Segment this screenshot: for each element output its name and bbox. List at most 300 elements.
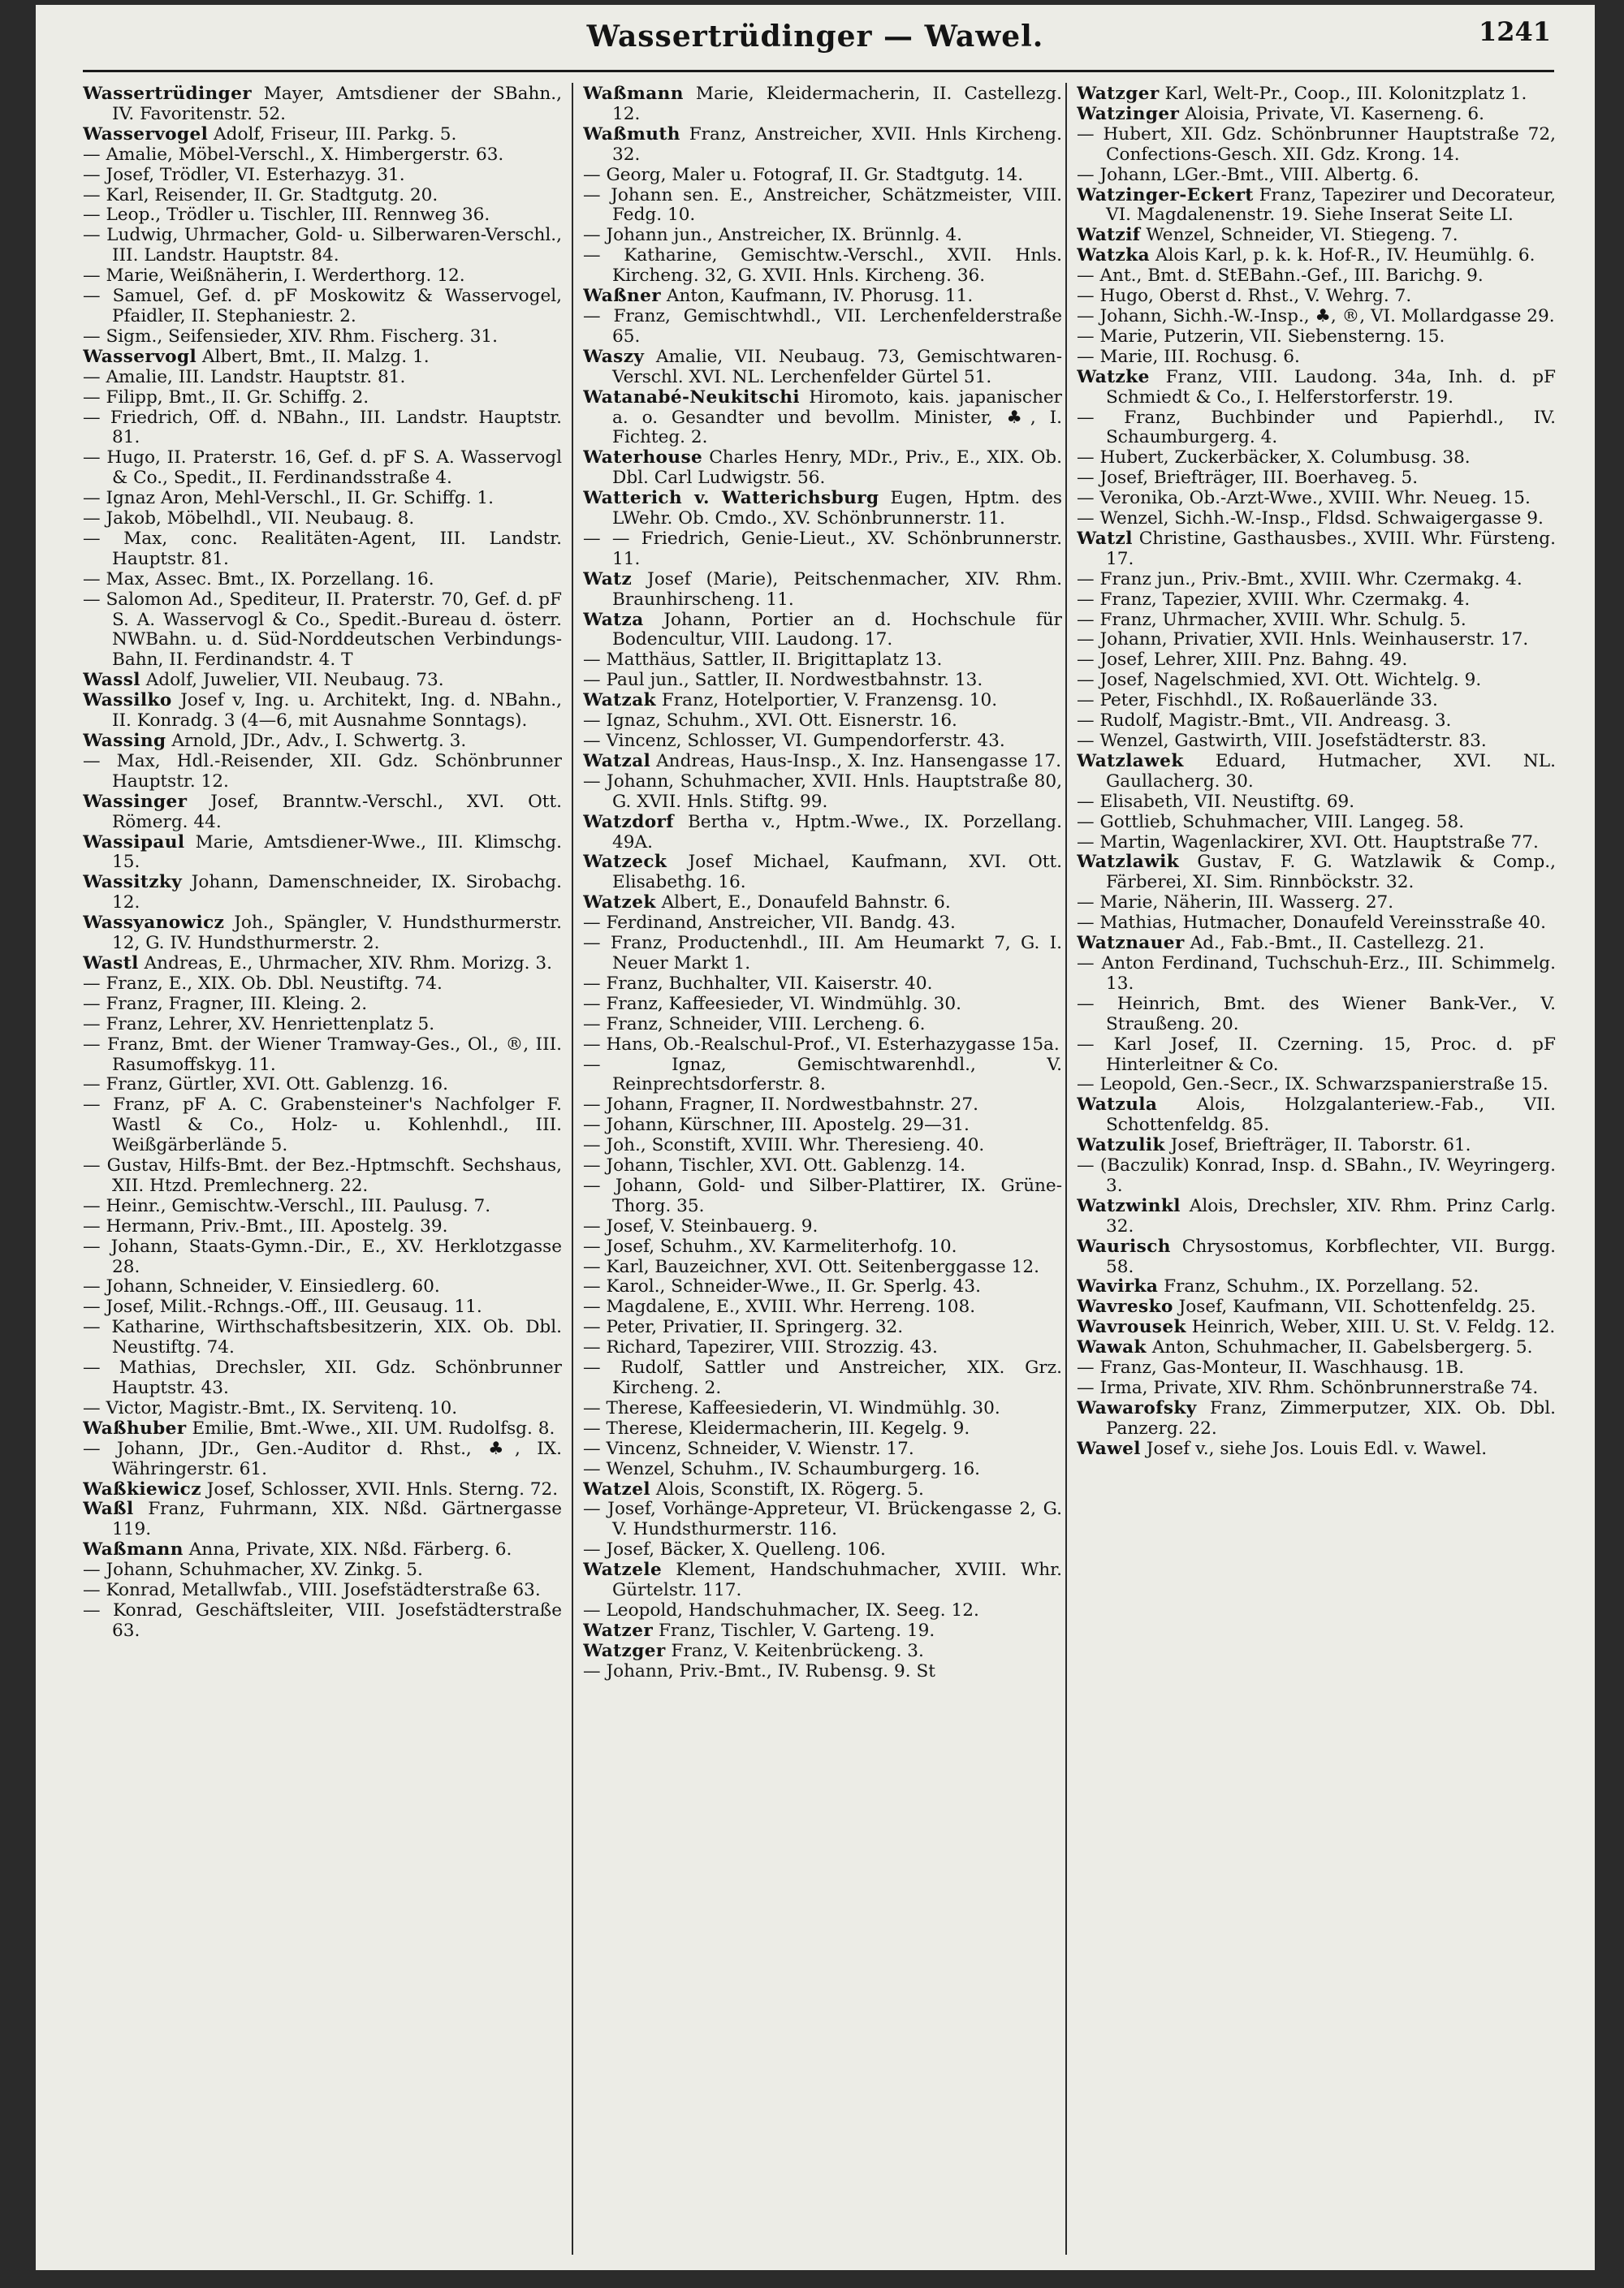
entry-text: — Wenzel, Gastwirth, VIII. Josefstädterstr. 83. (1077, 731, 1487, 751)
entry-surname: Watzinger (1077, 103, 1180, 124)
directory-entry (1077, 1035, 1556, 1076)
entry-text: — Hugo, II. Praterstr. 16, Gef. d. pF S. A. Wasservogl & Co., Spedit., II. Ferdinandsstraße 4. (83, 447, 562, 489)
directory-entry (583, 1561, 1062, 1601)
entry-surname: Watzdorf (583, 811, 674, 832)
entry-surname: Waßmann (83, 1539, 184, 1561)
entry-surname: Waszy (583, 346, 645, 367)
directory-entry (83, 995, 562, 1015)
entry-text: — Franz, Tapezier, XVIII. Whr. Czermakg. 4. (1077, 589, 1471, 610)
directory-entry (83, 1358, 562, 1399)
entry-surname: Wassitzky (83, 872, 183, 893)
directory-entry (1077, 489, 1556, 509)
directory-entry (1077, 732, 1556, 752)
directory-entry (583, 1035, 1062, 1056)
entry-text: — Johann, Sichh.-W.-Insp., ♣, ®, VI. Mollardgasse 29. (1077, 305, 1555, 326)
entry-text: — Matthäus, Sattler, II. Brigittaplatz 13. (583, 650, 943, 671)
entry-surname: Wassyanowicz (83, 913, 225, 934)
entry-surname: Watzer (583, 1620, 654, 1641)
entry-text: Marie, Kleidermacherin, II. Castellezg. 12. (612, 84, 1062, 124)
entry-text: — — Friedrich, Genie-Lieut., XV. Schönbrunnerstr. 11. (583, 528, 1062, 569)
column-divider (572, 83, 573, 2255)
entry-text: — Johann, Priv.-Bmt., IV. Rubensg. 9. St (583, 1660, 935, 1681)
entry-text: — Johann, Fragner, II. Nordwestbahnstr. 27. (583, 1094, 978, 1116)
entry-text: Josef, Schlosser, XVII. Hnls. Sterng. 72. (206, 1479, 559, 1500)
directory-entry (583, 1176, 1062, 1217)
directory-entry (1077, 1277, 1556, 1297)
entry-text: — Richard, Tapezirer, VIII. Strozzig. 43. (583, 1337, 938, 1358)
entry-text: — Ignaz Aron, Mehl-Verschl., II. Gr. Schiffg. 1. (83, 488, 495, 509)
directory-entry (583, 186, 1062, 227)
directory-entry (83, 1075, 562, 1095)
entry-text: — Joh., Sconstift, XVIII. Whr. Theresieng. 40. (583, 1135, 985, 1156)
directory-entry (583, 1601, 1062, 1621)
entry-text: — Martin, Wagenlackirer, XVI. Ott. Hauptstraße 77. (1077, 831, 1539, 853)
entry-surname: Wastl (83, 952, 139, 973)
directory-entry (83, 388, 562, 408)
entry-text: — Gustav, Hilfs-Bmt. der Bez.-Hptmschft. Sechshaus, XII. Htzd. Premlechnerg. 22. (83, 1155, 562, 1196)
directory-entry (83, 509, 562, 529)
entry-surname: Watzwinkl (1077, 1195, 1181, 1216)
directory-entry (1077, 307, 1556, 327)
directory-entry (583, 570, 1062, 611)
entry-text: — Victor, Magistr.-Bmt., IX. Servitenq. 10. (83, 1397, 458, 1418)
entry-text: Eduard, Hutmacher, XVI. NL. Gaullacherg. 30. (1106, 750, 1556, 792)
entry-text: Wenzel, Schneider, VI. Stiegeng. 7. (1146, 225, 1458, 246)
entry-text: — Marie, Weißnäherin, I. Werderthorg. 12. (83, 265, 465, 287)
entry-text: — Johann, Tischler, XVI. Ott. Gablenzg. 14. (583, 1155, 966, 1176)
entry-surname: Watzele (583, 1560, 663, 1581)
directory-entry (83, 1419, 562, 1440)
entry-text: — Johann, Gold- und Silber-Plattirer, IX. Grüne-Thorg. 35. (583, 1175, 1062, 1216)
directory-entry (83, 145, 562, 166)
directory-entry (583, 1237, 1062, 1258)
directory-entry (83, 974, 562, 995)
entry-text: — Johann, Schuhmacher, XVII. Hnls. Hauptstraße 80, G. XVII. Hnls. Stiftg. 99. (583, 771, 1062, 812)
directory-entry (1077, 105, 1556, 125)
directory-entry (1077, 1338, 1556, 1358)
directory-entry (83, 732, 562, 752)
column-middle (583, 84, 1062, 2252)
entry-text: — Josef, Bäcker, X. Quelleng. 106. (583, 1539, 886, 1561)
directory-entry (583, 226, 1062, 246)
entry-text: Bertha v., Hptm.-Wwe., IX. Porzellang. 49A. (612, 811, 1062, 853)
entry-surname: Watzal (583, 750, 651, 771)
directory-entry (83, 1095, 562, 1156)
directory-entry (583, 772, 1062, 813)
entry-text: Josef Michael, Kaufmann, XVI. Ott. Elisabethg. 16. (612, 852, 1062, 893)
entry-text: Josef v., siehe Jos. Louis Edl. v. Wawel. (1146, 1438, 1488, 1459)
entry-surname: Watzak (583, 690, 656, 711)
directory-entry (583, 1095, 1062, 1116)
directory-entry (583, 893, 1062, 913)
entry-text: — Vincenz, Schneider, V. Wienstr. 17. (583, 1438, 914, 1459)
entry-text: Alois, Holzgalanteriew.-Fab., VII. Schottenfeldg. 85. (1106, 1094, 1556, 1136)
entry-text: — Leopold, Gen.-Secr., IX. Schwarzspanierstraße 15. (1077, 1074, 1548, 1095)
entry-surname: Watzlawik (1077, 852, 1180, 873)
directory-entry (583, 1297, 1062, 1318)
entry-surname: Watzif (1077, 225, 1141, 246)
entry-surname: Wavrousek (1077, 1317, 1186, 1338)
entry-text: Albert, Bmt., II. Malzg. 1. (201, 346, 430, 367)
directory-entry (83, 1480, 562, 1500)
directory-entry (583, 711, 1062, 732)
entry-text: Franz, Hotelportier, V. Franzensg. 10. (661, 690, 998, 711)
entry-surname: Waßmann (583, 84, 684, 104)
directory-entry (83, 125, 562, 145)
directory-entry (1077, 671, 1556, 691)
directory-entry (583, 348, 1062, 388)
directory-entry (83, 671, 562, 691)
entry-text: Franz, Tapezirer und Decorateur, VI. Magdalenenstr. 19. Siehe Inserat Seite LI. (1106, 184, 1556, 226)
directory-entry (83, 913, 562, 954)
entry-text: Mayer, Amtsdiener der SBahn., IV. Favoritenstr. 52. (112, 84, 562, 124)
entry-text: — Hubert, XII. Gdz. Schönbrunner Hauptstraße 72, Confections-Gesch. XII. Gdz. Krong. 14. (1077, 123, 1556, 165)
directory-entry (1077, 125, 1556, 166)
directory-entry (1077, 166, 1556, 186)
directory-entry (1077, 509, 1556, 529)
directory-entry (583, 1540, 1062, 1561)
entry-text: Franz, Schuhm., IX. Porzellang. 52. (1164, 1276, 1479, 1297)
entry-text: — Franz, Uhrmacher, XVIII. Whr. Schulg. 5. (1077, 609, 1466, 630)
running-title: Wassertrüdinger — Wawel. (586, 19, 1044, 54)
directory-entry (83, 205, 562, 226)
entry-surname: Waßkiewicz (83, 1479, 201, 1500)
entry-text: — Hugo, Oberst d. Rhst., V. Wehrg. 7. (1077, 286, 1412, 307)
entry-text: — Franz, E., XIX. Ob. Dbl. Neustiftg. 74. (83, 973, 443, 994)
entry-text: — Amalie, III. Landstr. Hauptstr. 81. (83, 366, 406, 387)
entry-text: — Magdalene, E., XVIII. Whr. Herreng. 108. (583, 1297, 976, 1318)
entry-surname: Wassing (83, 731, 166, 751)
directory-entry (583, 246, 1062, 287)
entry-text: Adolf, Friseur, III. Parkg. 5. (214, 123, 457, 145)
entry-text: — Franz, Gas-Monteur, II. Waschhausg. 1B. (1077, 1358, 1465, 1379)
entry-text: — Johann, LGer.-Bmt., VIII. Albertg. 6. (1077, 164, 1419, 185)
header-rule (83, 70, 1554, 72)
entry-text: Gustav, F. G. Watzlawik & Comp., Färberei, XI. Sim. Rinnböckstr. 32. (1106, 852, 1556, 893)
entry-surname: Watzke (1077, 366, 1150, 387)
entry-text: Johann, Portier an d. Hochschule für Bodencultur, VIII. Laudong. 17. (612, 609, 1062, 650)
entry-text: — Vincenz, Schlosser, VI. Gumpendorferstr. 43. (583, 731, 1005, 751)
entry-text: — Franz, pF A. C. Grabensteiner's Nachfolger F. Wastl & Co., Holz- u. Kohlenhdl., III. Weißgärberlände 5. (83, 1094, 562, 1156)
entry-text: Aloisia, Private, VI. Kaserneng. 6. (1185, 103, 1485, 124)
directory-entry (83, 691, 562, 732)
entry-text: Franz, Zimmerputzer, XIX. Ob. Dbl. Panzerg. 22. (1106, 1397, 1556, 1439)
entry-surname: Watzek (583, 892, 656, 913)
entry-text: — Katharine, Gemischtw.-Verschl., XVII. Hnls. Kircheng. 32, G. XVII. Hnls. Kircheng. 36. (583, 245, 1062, 287)
directory-entry (1077, 570, 1556, 590)
column-divider (1065, 83, 1067, 2255)
directory-entry (1077, 368, 1556, 408)
entry-surname: Watterich v. Watterichsburg (583, 488, 879, 509)
entry-text: — Peter, Privatier, II. Springerg. 32. (583, 1317, 904, 1338)
directory-entry (583, 125, 1062, 166)
entry-text: Franz, VIII. Laudong. 34a, Inh. d. pF Schmiedt & Co., I. Helferstorferstr. 19. (1106, 366, 1556, 408)
directory-entry (1077, 1297, 1556, 1318)
directory-entry (83, 1561, 562, 1581)
directory-entry (1077, 287, 1556, 307)
entry-surname: Wassipaul (83, 831, 185, 853)
directory-entry (83, 1297, 562, 1318)
entry-text: Franz, Tischler, V. Garteng. 19. (659, 1620, 935, 1641)
directory-entry (583, 1258, 1062, 1278)
entry-surname: Watzl (1077, 528, 1133, 549)
directory-entry (1077, 913, 1556, 934)
directory-entry (583, 1642, 1062, 1662)
entry-text: Josef, Briefträger, II. Taborstr. 61. (1170, 1135, 1471, 1156)
entry-text: — Franz, Buchhalter, VII. Kaiserstr. 40. (583, 973, 933, 994)
directory-entry (583, 287, 1062, 307)
entry-text: Johann, Damenschneider, IX. Sirobachg. 12. (112, 872, 562, 913)
directory-entry (1077, 84, 1556, 105)
directory-entry (83, 1318, 562, 1358)
entry-text: Franz, Fuhrmann, XIX. Nßd. Gärtnergasse 119. (112, 1499, 562, 1540)
entry-text: — Friedrich, Off. d. NBahn., III. Landstr. Hauptstr. 81. (83, 407, 562, 448)
entry-text: Klement, Handschuhmacher, XVIII. Whr. Gürtelstr. 117. (612, 1560, 1062, 1601)
entry-text: — Johann, JDr., Gen.-Auditor d. Rhst., ♣, IX. Währingerstr. 61. (83, 1438, 562, 1479)
entry-text: — Leopold, Handschuhmacher, IX. Seeg. 12. (583, 1599, 979, 1621)
directory-entry (83, 873, 562, 913)
entry-text: — Franz jun., Priv.-Bmt., XVIII. Whr. Czermakg. 4. (1077, 568, 1522, 589)
entry-text: — Marie, Näherin, III. Wasserg. 27. (1077, 892, 1394, 913)
directory-entry (583, 934, 1062, 974)
entry-surname: Watzel (583, 1479, 650, 1500)
directory-entry (583, 166, 1062, 186)
entry-text: — Max, conc. Realitäten-Agent, III. Landstr. Hauptstr. 81. (83, 528, 562, 569)
entry-text: Amalie, VII. Neubaug. 73, Gemischtwaren-Verschl. XVI. NL. Lerchenfelder Gürtel 51. (612, 346, 1062, 387)
column-right (1077, 84, 1556, 2252)
directory-entry (583, 995, 1062, 1015)
entry-text: — Amalie, Möbel-Verschl., X. Himbergerstr. 63. (83, 144, 504, 165)
entry-text: — Franz, Gemischtwhdl., VII. Lerchenfelderstraße 65. (583, 305, 1062, 347)
entry-text: Andreas, E., Uhrmacher, XIV. Rhm. Morizg. 3. (144, 952, 552, 973)
entry-text: — Franz, Bmt. der Wiener Tramway-Ges., Ol., ®, III. Rasumoffskyg. 11. (83, 1034, 562, 1075)
entry-surname: Wasservogl (83, 346, 197, 367)
entry-text: — Ignaz, Schuhm., XVI. Ott. Eisnerstr. 16. (583, 710, 957, 732)
directory-entry (1077, 348, 1556, 368)
directory-entry (1077, 1358, 1556, 1379)
entry-text: — Johann, Kürschner, III. Apostelg. 29—31. (583, 1115, 970, 1136)
directory-entry (83, 1540, 562, 1561)
entry-text: — Konrad, Metallwfab., VIII. Josefstädterstraße 63. (83, 1580, 541, 1601)
entry-text: — Heinrich, Bmt. des Wiener Bank-Ver., V. Straußeng. 20. (1077, 993, 1556, 1034)
directory-entry (83, 1035, 562, 1076)
entry-text: — Ant., Bmt. d. StEBahn.-Gef., III. Barichg. 9. (1077, 265, 1484, 287)
entry-text: — Mathias, Hutmacher, Donaufeld Vereinsstraße 40. (1077, 913, 1546, 934)
entry-surname: Wassl (83, 670, 140, 691)
directory-entry (583, 1500, 1062, 1540)
entry-text: — Konrad, Geschäftsleiter, VIII. Josefstädterstraße 63. (83, 1599, 562, 1641)
entry-text: — Elisabeth, VII. Neustiftg. 69. (1077, 791, 1355, 812)
entry-surname: Watza (583, 609, 644, 630)
directory-entry (583, 1015, 1062, 1035)
directory-entry (1077, 1075, 1556, 1095)
entry-text: — Josef, Vorhänge-Appreteur, VI. Brückengasse 2, G. V. Hundsthurmerstr. 116. (583, 1499, 1062, 1540)
directory-entry (1077, 752, 1556, 792)
entry-text: — Wenzel, Schuhm., IV. Schaumburgerg. 16. (583, 1458, 981, 1479)
entry-text: — Peter, Fischhdl., IX. Roßauerlände 33. (1077, 690, 1438, 711)
entry-text: Heinrich, Weber, XIII. U. St. V. Feldg. 12. (1191, 1317, 1556, 1338)
entry-text: — Max, Hdl.-Reisender, XII. Gdz. Schönbrunner Hauptstr. 12. (83, 750, 562, 792)
entry-text: — Josef, V. Steinbauerg. 9. (583, 1215, 818, 1237)
entry-text: — Johann, Privatier, XVII. Hnls. Weinhauserstr. 17. (1077, 629, 1529, 650)
entry-text: — Karl Josef, II. Czerning. 15, Proc. d. pF Hinterleitner & Co. (1077, 1034, 1556, 1075)
entry-text: — Leop., Trödler u. Tischler, III. Rennweg 36. (83, 205, 490, 226)
entry-text: Arnold, JDr., Adv., I. Schwertg. 3. (171, 731, 467, 751)
entry-text: Hiromoto, kais. japanischer a. o. Gesandter und bevollm. Minister, ♣, I. Fichteg. 2. (612, 386, 1062, 448)
entry-text: Josef v, Ing. u. Architekt, Ing. d. NBahn., II. Konradg. 3 (4—6, mit Ausnahme Sonntags). (112, 690, 562, 732)
entry-text: — Franz, Schneider, VIII. Lercheng. 6. (583, 1013, 926, 1034)
entry-text: Adolf, Juwelier, VII. Neubaug. 73. (145, 670, 444, 691)
entry-text: Franz, V. Keitenbrückeng. 3. (671, 1640, 924, 1661)
directory-entry (1077, 650, 1556, 671)
entry-text: — Rudolf, Magistr.-Bmt., VII. Andreasg. 3. (1077, 710, 1452, 732)
entry-text: — Franz, Kaffeesieder, VI. Windmühlg. 30. (583, 993, 961, 1014)
directory-entry (83, 1399, 562, 1419)
entry-text: — Josef, Briefträger, III. Boerhaveg. 5. (1077, 468, 1419, 489)
directory-entry (1077, 529, 1556, 570)
entry-text: Charles Henry, MDr., Priv., E., XIX. Ob. Dbl. Carl Ludwigstr. 56. (612, 447, 1062, 489)
directory-entry (83, 954, 562, 974)
entry-surname: Wassertrüdinger (83, 84, 253, 104)
entry-text: Chrysostomus, Korbflechter, VII. Burgg. 58. (1106, 1236, 1556, 1277)
entry-surname: Wassinger (83, 791, 188, 812)
page-number: 1241 (1478, 16, 1551, 47)
directory-entry (583, 1460, 1062, 1480)
directory-entry (583, 1318, 1062, 1338)
directory-entry (583, 84, 1062, 125)
directory-entry (83, 489, 562, 509)
entry-surname: Wawel (1077, 1438, 1141, 1459)
entry-surname: Watzger (583, 1640, 666, 1661)
directory-entry (1077, 226, 1556, 246)
directory-entry (583, 752, 1062, 772)
directory-entry (583, 1217, 1062, 1237)
entry-text: — Josef, Milit.-Rchngs.-Off., III. Geusaug. 11. (83, 1297, 482, 1318)
directory-page (36, 5, 1595, 2270)
directory-entry (1077, 1440, 1556, 1460)
entry-surname: Wawak (1077, 1337, 1147, 1358)
directory-entry (583, 913, 1062, 934)
entry-text: Albert, E., Donaufeld Bahnstr. 6. (661, 892, 951, 913)
entry-text: Emilie, Bmt.-Wwe., XII. UM. Rudolfsg. 8. (192, 1418, 555, 1439)
directory-entry (583, 1440, 1062, 1460)
directory-entry (83, 408, 562, 449)
entry-text: Karl, Welt-Pr., Coop., III. Kolonitzplatz 1. (1164, 84, 1527, 104)
entry-text: Christine, Gasthausbes., XVIII. Whr. Fürsteng. 17. (1106, 528, 1556, 569)
directory-entry (583, 974, 1062, 995)
entry-surname: Waßner (583, 286, 661, 307)
directory-entry (1077, 1136, 1556, 1156)
directory-entry (1077, 246, 1556, 266)
entry-surname: Watanabé-Neukitschi (583, 386, 800, 408)
entry-text: — Anton Ferdinand, Tuchschuh-Erz., III. Schimmelg. 13. (1077, 952, 1556, 994)
entry-text: — Therese, Kleidermacherin, III. Kegelg. 9. (583, 1418, 970, 1439)
directory-entry (1077, 630, 1556, 650)
entry-text: — Georg, Maler u. Fotograf, II. Gr. Stadtgutg. 14. (583, 164, 1024, 185)
directory-entry (1077, 1399, 1556, 1440)
directory-entry (1077, 266, 1556, 287)
entry-text: — Josef, Nagelschmied, XVI. Ott. Wichtelg. 9. (1077, 670, 1482, 691)
entry-text: — Irma, Private, XIV. Rhm. Schönbrunnerstraße 74. (1077, 1378, 1539, 1398)
entry-text: Josef (Marie), Peitschenmacher, XIV. Rhm. Braunhirscheng. 11. (612, 568, 1062, 610)
entry-surname: Watzinger-Eckert (1077, 184, 1254, 205)
directory-entry (1077, 1095, 1556, 1136)
entry-text: — Samuel, Gef. d. pF Moskowitz & Wasservogel, Pfaidler, II. Stephaniestr. 2. (83, 286, 562, 326)
directory-entry (583, 1156, 1062, 1176)
directory-entry (1077, 448, 1556, 468)
entry-text: Alois Karl, p. k. k. Hof-R., IV. Heumühlg. 6. (1155, 245, 1535, 266)
directory-entry (83, 166, 562, 186)
entry-text: Anton, Schuhmacher, II. Gabelsbergerg. 5. (1151, 1337, 1533, 1358)
directory-entry (83, 752, 562, 792)
directory-entry (83, 1277, 562, 1297)
directory-entry (583, 650, 1062, 671)
entry-surname: Wavresko (1077, 1297, 1173, 1318)
directory-entry (1077, 1197, 1556, 1237)
directory-entry (83, 590, 562, 671)
entry-text: — (Baczulik) Konrad, Insp. d. SBahn., IV. Weyringerg. 3. (1077, 1155, 1556, 1196)
directory-entry (583, 489, 1062, 529)
entry-surname: Watznauer (1077, 933, 1185, 954)
entry-text: — Gottlieb, Schuhmacher, VIII. Langeg. 58. (1077, 811, 1465, 832)
entry-text: — Hubert, Zuckerbäcker, X. Columbusg. 38. (1077, 447, 1471, 468)
entry-text: — Veronika, Ob.-Arzt-Wwe., XVIII. Whr. Neueg. 15. (1077, 488, 1531, 509)
entry-text: — Johann sen. E., Anstreicher, Schätzmeister, VIII. Fedg. 10. (583, 184, 1062, 226)
directory-entry (583, 691, 1062, 711)
directory-entry (83, 1440, 562, 1480)
entry-text: — Ferdinand, Anstreicher, VII. Bandg. 43. (583, 913, 956, 934)
entry-text: Anna, Private, XIX. Nßd. Färberg. 6. (188, 1539, 512, 1561)
directory-entry (583, 611, 1062, 651)
entry-text: — Max, Assec. Bmt., IX. Porzellang. 16. (83, 568, 434, 589)
directory-entry (83, 226, 562, 266)
entry-text: — Sigm., Seifensieder, XIV. Rhm. Fischerg. 31. (83, 326, 499, 347)
entry-surname: Wavirka (1077, 1276, 1159, 1297)
directory-entry (83, 84, 562, 125)
entry-surname: Wasservogel (83, 123, 209, 145)
entry-surname: Watzger (1077, 84, 1160, 104)
entry-text: Alois, Drechsler, XIV. Rhm. Prinz Carlg. 32. (1106, 1195, 1556, 1237)
entry-text: — Filipp, Bmt., II. Gr. Schiffg. 2. (83, 386, 369, 408)
entry-text: — Karl, Bauzeichner, XVI. Ott. Seitenberggasse 12. (583, 1256, 1039, 1277)
entry-text: — Josef, Lehrer, XIII. Pnz. Bahng. 49. (1077, 650, 1408, 671)
entry-text: Franz, Anstreicher, XVII. Hnls Kircheng. 32. (612, 123, 1062, 165)
entry-surname: Wassilko (83, 690, 172, 711)
directory-entry (583, 1136, 1062, 1156)
entry-text: — Jakob, Möbelhdl., VII. Neubaug. 8. (83, 508, 415, 529)
directory-entry (1077, 590, 1556, 611)
directory-entry (83, 1197, 562, 1217)
directory-entry (583, 1480, 1062, 1500)
directory-entry (1077, 853, 1556, 893)
entry-surname: Watzula (1077, 1094, 1158, 1116)
entry-text: — Karol., Schneider-Wwe., II. Gr. Sperlg. 43. (583, 1276, 981, 1297)
entry-text: — Heinr., Gemischtw.-Verschl., III. Paulusg. 7. (83, 1195, 491, 1216)
directory-entry (1077, 954, 1556, 995)
entry-text: Ad., Fab.-Bmt., II. Castellezg. 21. (1190, 933, 1485, 954)
directory-entry (583, 853, 1062, 893)
entry-text: Marie, Amtsdiener-Wwe., III. Klimschg. 15. (112, 831, 562, 873)
directory-entry (1077, 711, 1556, 732)
entry-surname: Waßl (83, 1499, 134, 1520)
directory-entry (83, 186, 562, 206)
directory-entry (583, 1419, 1062, 1440)
directory-entry (583, 1662, 1062, 1682)
entry-text: Josef, Kaufmann, VII. Schottenfeldg. 25. (1178, 1297, 1536, 1318)
entry-text: — Johann, Schuhmacher, XV. Zinkg. 5. (83, 1560, 423, 1581)
entry-text: — Franz, Fragner, III. Kleing. 2. (83, 993, 368, 1014)
entry-surname: Watzeck (583, 852, 667, 873)
